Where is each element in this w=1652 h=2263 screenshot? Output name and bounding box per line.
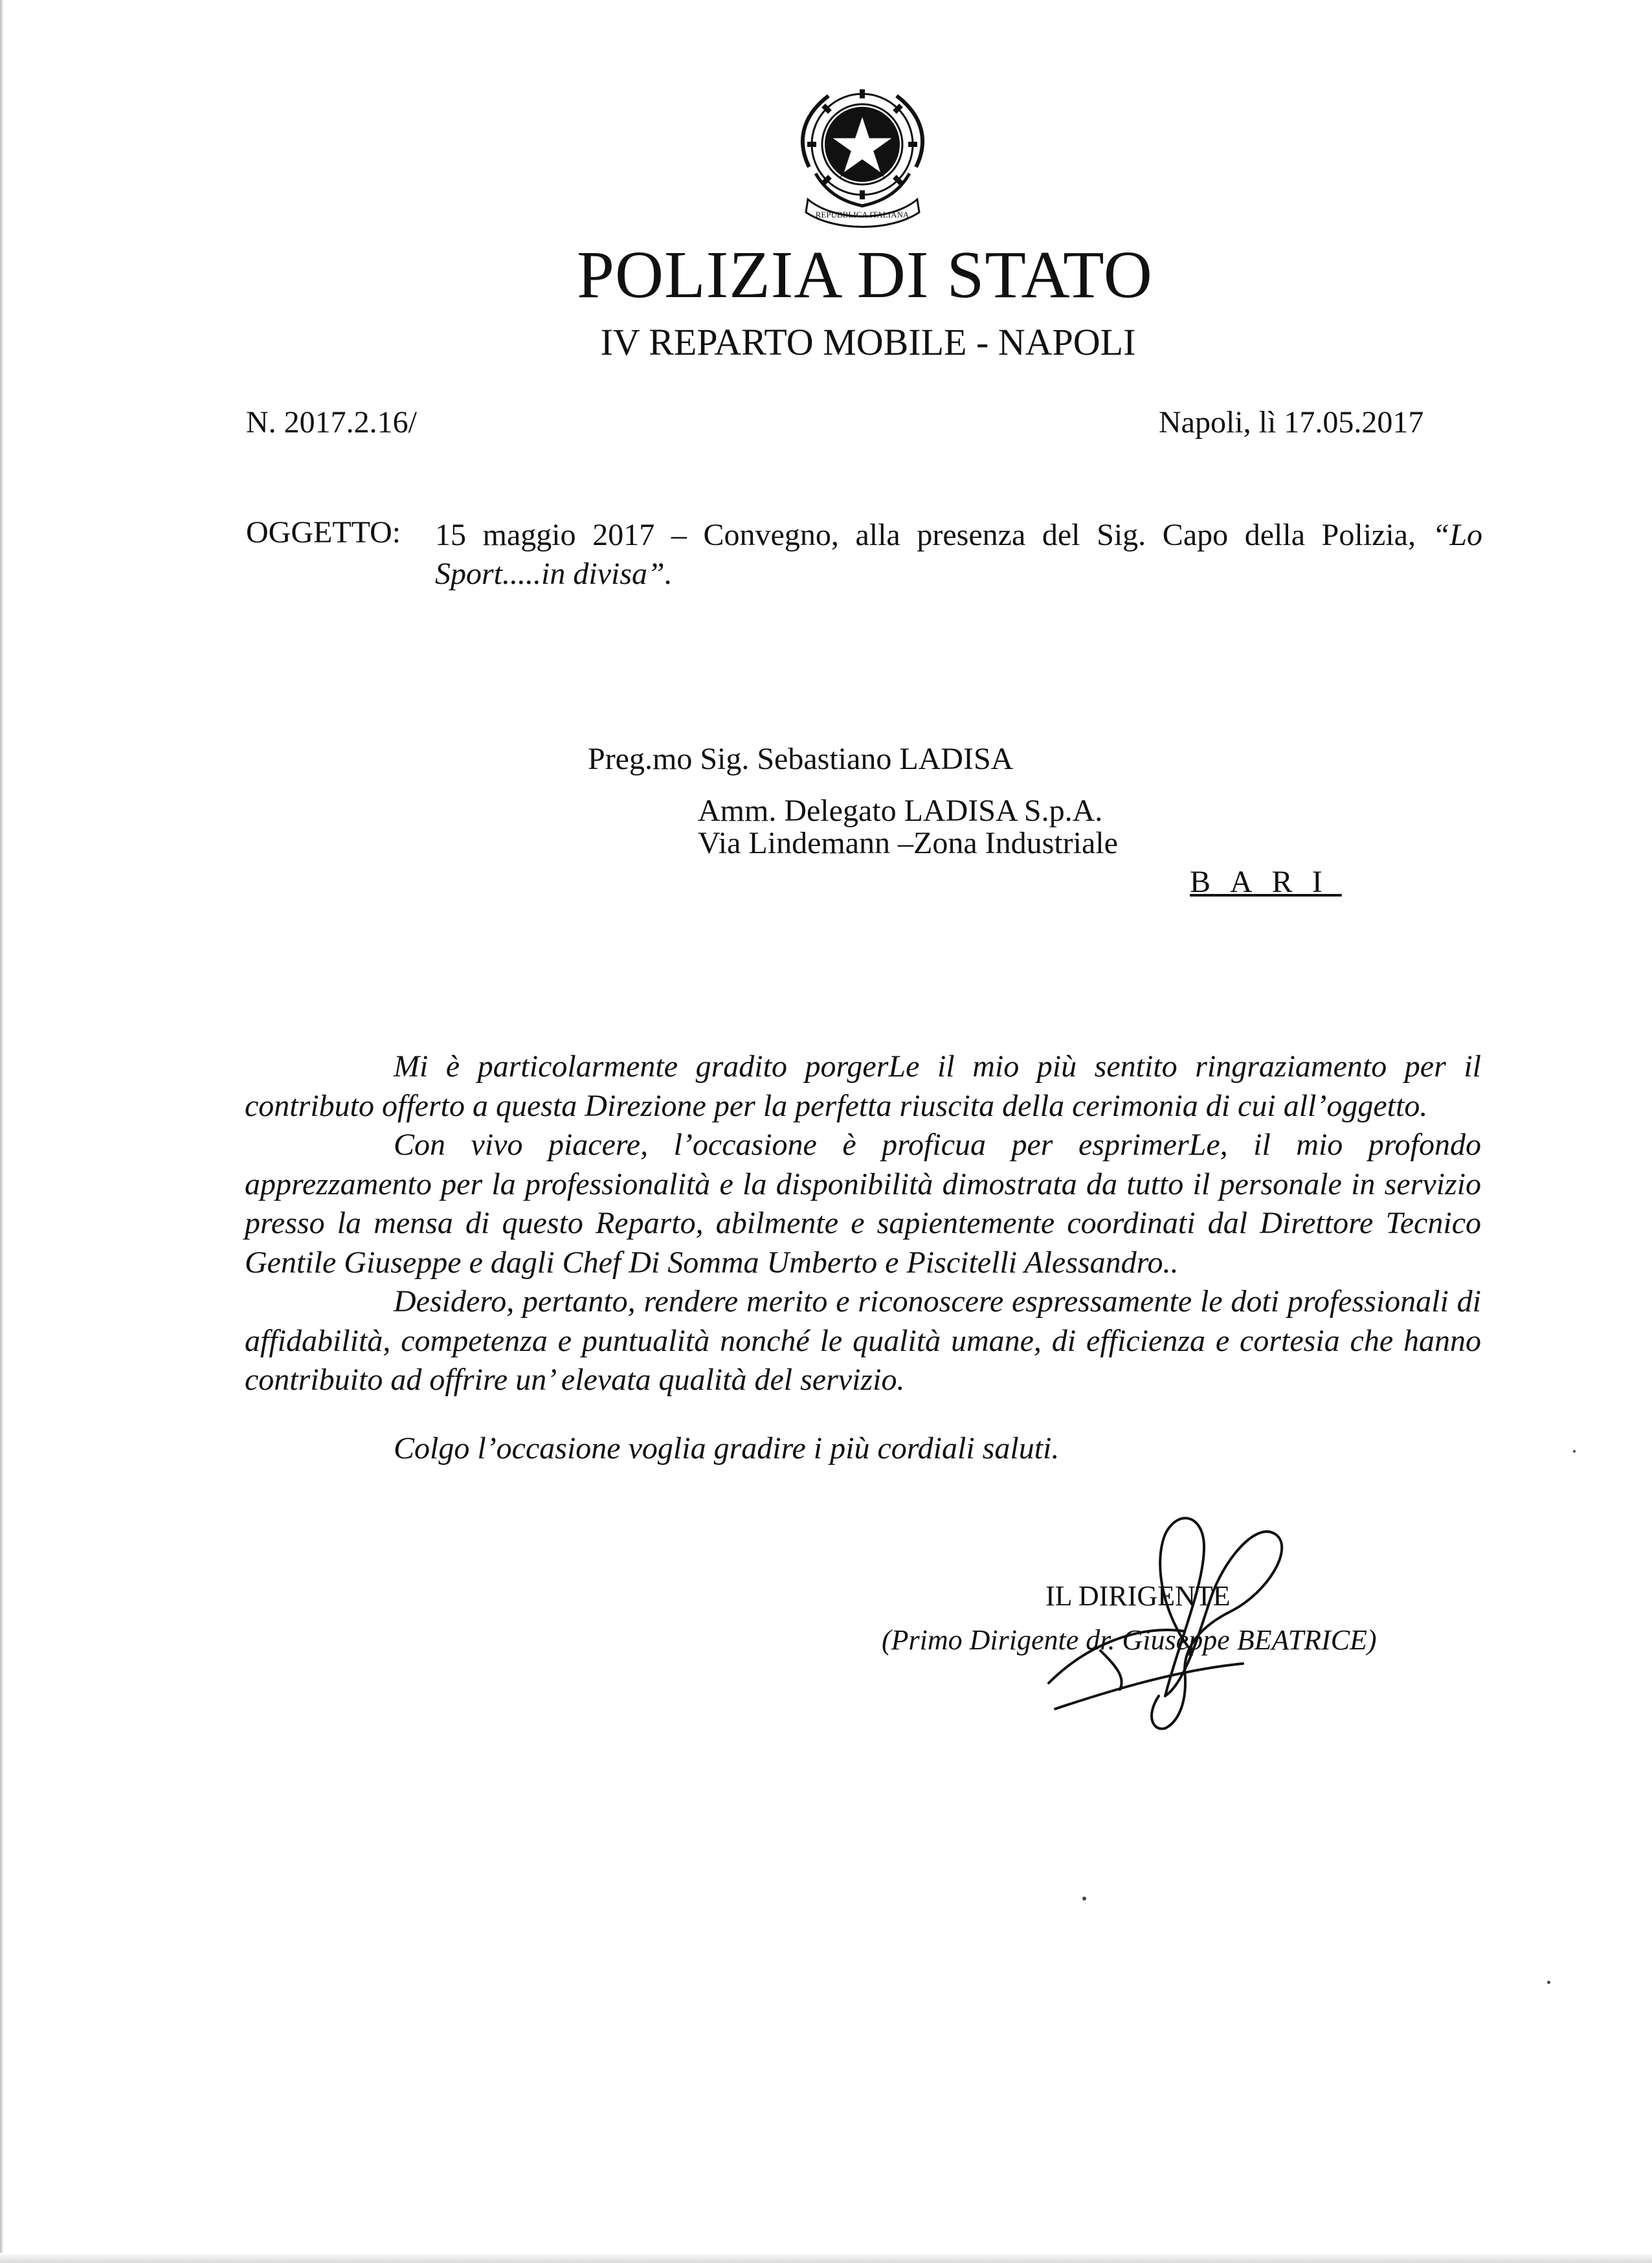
recipient-address: Via Lindemann –Zona Industriale [698, 826, 1118, 860]
page-title: POLIZIA DI STATO [577, 238, 1153, 312]
letter-body [245, 1047, 1481, 1400]
republic-emblem-icon [790, 76, 935, 229]
scan-edge-bottom [0, 2253, 1652, 2263]
subject-quote-start: “Lo [1432, 518, 1483, 552]
body-paragraph: Mi è particolarmente gradito porgerLe il mio più sentito ringraziamento per il contributo offerto a questa Direzione per la perfetta riuscita della cerimonia di cui all’oggetto. [245, 1049, 1481, 1123]
subject-text: 15 maggio 2017 – Convegno, alla presenza del Sig. Capo della Polizia, [435, 518, 1416, 552]
recipient-name: Preg.mo Sig. Sebastiano LADISA [588, 742, 1014, 776]
signatory-title: IL DIRIGENTE [1045, 1580, 1231, 1612]
closing-greeting: Colgo l’occasione voglia gradire i più cordiali saluti. [394, 1431, 1060, 1466]
scan-speck [1547, 1981, 1550, 1984]
recipient-role: Amm. Delegato LADISA S.p.A. [698, 794, 1103, 828]
subject-label: OGGETTO: [246, 515, 401, 550]
place-date: Napoli, lì 17.05.2017 [1159, 405, 1424, 440]
body-paragraph: Desidero, pertanto, rendere merito e riconoscere espressamente le doti professionali di affidabilità, competenza e puntualità nonché le qualità umane, di efficienza e cortesia che hanno contribuito ad offrire un’ elevata qualità del servizio. [245, 1284, 1481, 1397]
handwritten-signature [971, 1489, 1295, 1735]
scan-speck [1573, 1450, 1576, 1453]
recipient-city: BARI [1190, 865, 1342, 899]
scan-speck [1082, 1897, 1086, 1901]
body-paragraph: Con vivo piacere, l’occasione è proficua per esprimerLe, il mio profondo apprezzamento per la professionalità e la disponibilità dimostrata da tutto il personale in servizio presso la mensa di questo Reparto, abilmente e sapientemente coordinati dal Direttore Tecnico Gentile Giuseppe e dagli Chef Di Somma Umberto e Piscitelli Alessandro.. [245, 1128, 1481, 1280]
protocol-number: N. 2017.2.16/ [246, 405, 417, 440]
subject-line-2: Sport.....in divisa”. [435, 557, 673, 591]
signatory-name: (Primo Dirigente dr. Giuseppe BEATRICE) [882, 1624, 1377, 1656]
emblem-ribbon-text: REPUBBLICA ITALIANA [815, 210, 910, 219]
subject-line-1 [435, 515, 1482, 556]
page-subtitle: IV REPARTO MOBILE - NAPOLI [600, 321, 1136, 363]
